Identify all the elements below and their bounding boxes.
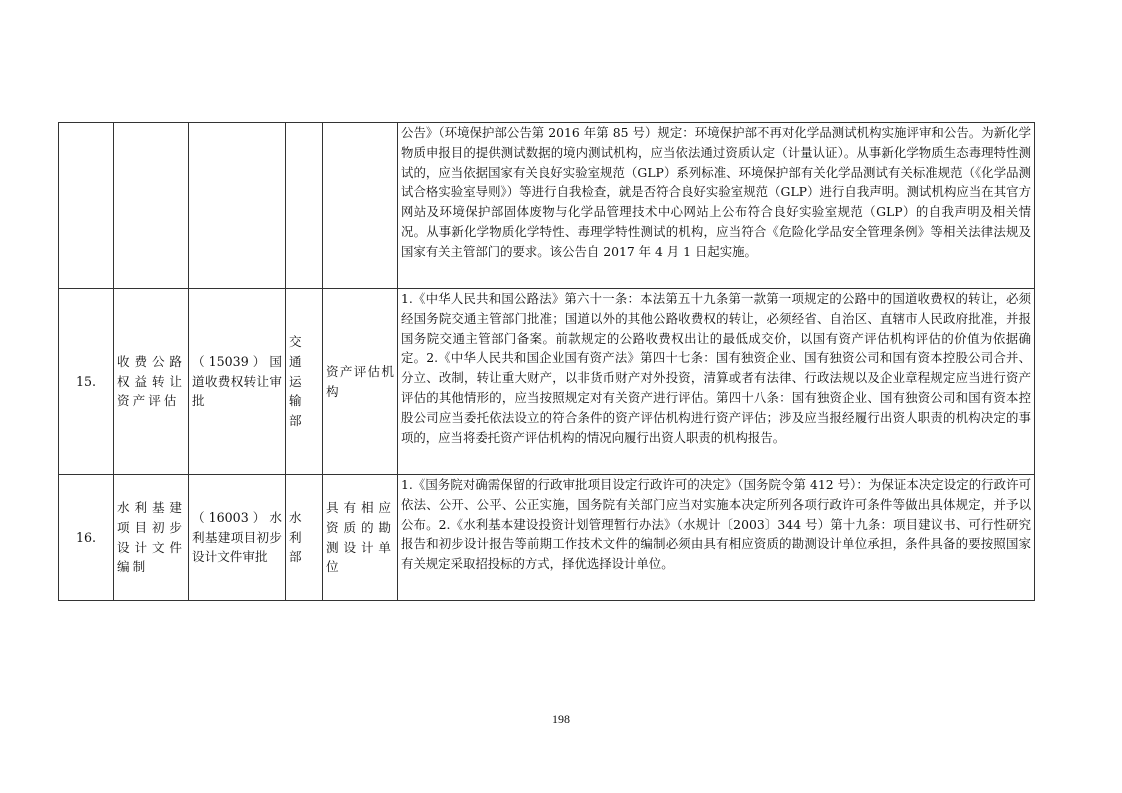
legal-basis-cell: 公告》（环境保护部公告第 2016 年第 85 号）规定：环境保护部不再对化学品测试机构实施评审和公告。为新化学物质申报目的提供测试数据的境内测试机构，应当依法通过资质认定（计量认证）。从事新化学物质生态毒理特性测试的，应当依据国家有关良好实验室规范（GLP）系列标准、环境保护部有关化学品测试有关标准规范（《化学品测试合格实验室导则》）等进行自我检查，就是否符合良好实验室规范（GLP）进行自我声明。测试机构应当在其官方网站及环境保护部固体废物与化学品管理技术中心网站上公布符合良好实验室规范（GLP）的自我声明及相关情况。从事新化学物质化学特性、毒理学特性测试的机构，应当符合《危险化学品安全管理条例》等相关法律法规及国家有关主管部门的要求。该公告自 2017 年 4 月 1 日起实施。 xyxy=(398,123,1035,289)
table-row xyxy=(59,289,1035,475)
matter-cell: 水利基建项目初步设计文件编制 xyxy=(114,475,189,601)
agency-cell: 资产评估机构 xyxy=(323,289,398,475)
legal-basis-cell: 1.《国务院对确需保留的行政审批项目设定行政许可的决定》（国务院令第 412 号）：为保证本决定设定的行政许可依法、公开、公平、公正实施，国务院有关部门应当对实施本决定所列各项行政许可条件等做出具体规定，并予以公布。2.《水利基本建设投资计划管理暂行办法》（水规计〔2003〕344 号）第十九条：项目建议书、可行性研究报告和初步设计报告等前期工作技术文件的编制必须由具有相应资质的勘测设计单位承担，条件具备的要按照国家有关规定采取招投标的方式，择优选择设计单位。 xyxy=(398,475,1035,601)
item-number-cell: 16. xyxy=(59,475,114,601)
item-number-cell xyxy=(59,123,114,289)
department-cell xyxy=(286,123,323,289)
page-number: 198 xyxy=(552,712,570,726)
matter-cell xyxy=(114,123,189,289)
matter-cell: 收费公路权益转让资产评估 xyxy=(114,289,189,475)
approval-item-cell: （15039）国道收费权转让审批 xyxy=(189,289,286,475)
legal-basis-cell: 1.《中华人民共和国公路法》第六十一条：本法第五十九条第一款第一项规定的公路中的国道收费权的转让，必须经国务院交通主管部门批准；国道以外的其他公路收费权的转让，必须经省、自治区、直辖市人民政府批准，并报国务院交通主管部门备案。前款规定的公路收费权出让的最低成交价，以国有资产评估机构评估的价值为依据确定。2.《中华人民共和国企业国有资产法》第四十七条：国有独资企业、国有独资公司和国有资本控股公司合并、分立、改制，转让重大财产，以非货币财产对外投资，清算或者有法律、行政法规以及企业章程规定应当进行资产评估的其他情形的，应当按照规定对有关资产进行评估。第四十八条：国有独资企业、国有独资公司和国有资本控股公司应当委托依法设立的符合条件的资产评估机构进行资产评估；涉及应当报经履行出资人职责的机构决定的事项的，应当将委托资产评估机构的情况向履行出资人职责的机构报告。 xyxy=(398,289,1035,475)
agency-cell: 具有相应资质的勘测设计单位 xyxy=(323,475,398,601)
table-row xyxy=(59,475,1035,601)
department-cell: 水利部 xyxy=(286,475,323,601)
agency-cell xyxy=(323,123,398,289)
regulation-table xyxy=(58,122,1035,601)
table-row xyxy=(59,123,1035,289)
department-cell: 交通运输部 xyxy=(286,289,323,475)
item-number-cell: 15. xyxy=(59,289,114,475)
approval-item-cell: （16003）水利基建项目初步设计文件审批 xyxy=(189,475,286,601)
approval-item-cell xyxy=(189,123,286,289)
